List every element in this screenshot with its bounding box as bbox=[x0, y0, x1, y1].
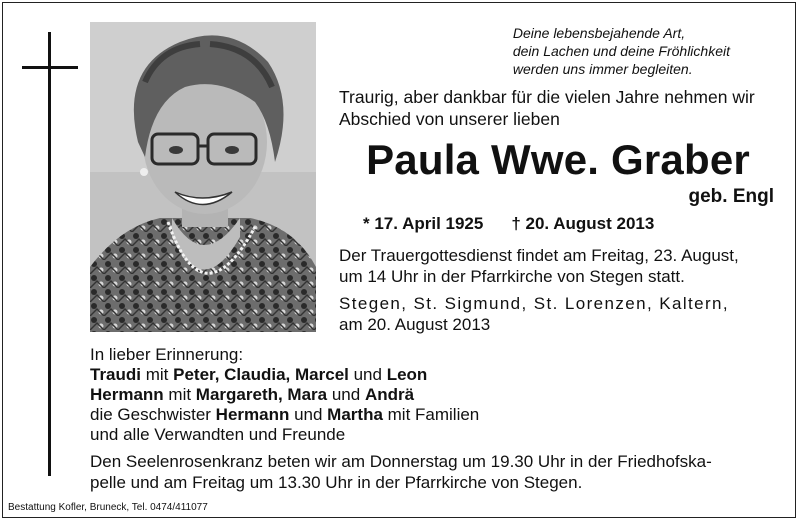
service-line: um 14 Uhr in der Pfarrkirche von Stegen statt. bbox=[339, 267, 685, 286]
funeral-service-info bbox=[339, 245, 789, 287]
birth-date: * 17. April 1925 bbox=[363, 214, 484, 233]
deceased-name: Paula Wwe. Graber bbox=[366, 136, 750, 183]
cross-vertical-bar bbox=[48, 32, 51, 476]
portrait-illustration bbox=[90, 22, 316, 332]
quote-line: Deine lebensbejahende Art, bbox=[512, 25, 686, 41]
quote-line: dein Lachen und deine Fröhlichkeit bbox=[512, 43, 730, 59]
death-date: † 20. August 2013 bbox=[511, 214, 655, 233]
mourner-row: und alle Verwandten und Freunde bbox=[90, 425, 346, 444]
service-line: Der Trauergottesdienst findet am Freitag, 23. August, bbox=[339, 246, 739, 265]
funeral-home-credit: Bestattung Kofler, Bruneck, Tel. 0474/411077 bbox=[8, 502, 208, 513]
mourners-list bbox=[90, 345, 690, 445]
mourner-row: Hermann mit Margareth, Mara und Andrä bbox=[90, 385, 415, 404]
place-names: Stegen, St. Sigmund, St. Lorenzen, Kaltern, bbox=[339, 294, 730, 313]
portrait-photo bbox=[90, 22, 316, 332]
intro-text bbox=[339, 86, 789, 130]
rosary-info bbox=[90, 452, 790, 493]
rosary-line: Den Seelenrosenkranz beten wir am Donnerstag um 19.30 Uhr in der Friedhofska- bbox=[90, 452, 712, 471]
quote-line: werden uns immer begleiten. bbox=[512, 61, 693, 77]
mourner-row: Traudi mit Peter, Claudia, Marcel und Leon bbox=[90, 365, 428, 384]
intro-line: Traurig, aber dankbar für die vielen Jahre nehmen wir bbox=[339, 87, 755, 107]
place-and-date bbox=[339, 293, 789, 335]
cross-horizontal-bar bbox=[22, 66, 78, 69]
intro-line: Abschied von unserer lieben bbox=[339, 109, 560, 129]
memory-heading: In lieber Erinnerung: bbox=[90, 345, 244, 364]
rosary-line: pelle und am Freitag um 13.30 Uhr in der Pfarrkirche von Stegen. bbox=[90, 472, 583, 492]
mourner-row: die Geschwister Hermann und Martha mit Familien bbox=[90, 405, 480, 424]
maiden-name: geb. Engl bbox=[688, 186, 774, 207]
life-dates bbox=[363, 213, 783, 235]
notice-date: am 20. August 2013 bbox=[339, 315, 491, 334]
epitaph-quote bbox=[513, 24, 730, 78]
